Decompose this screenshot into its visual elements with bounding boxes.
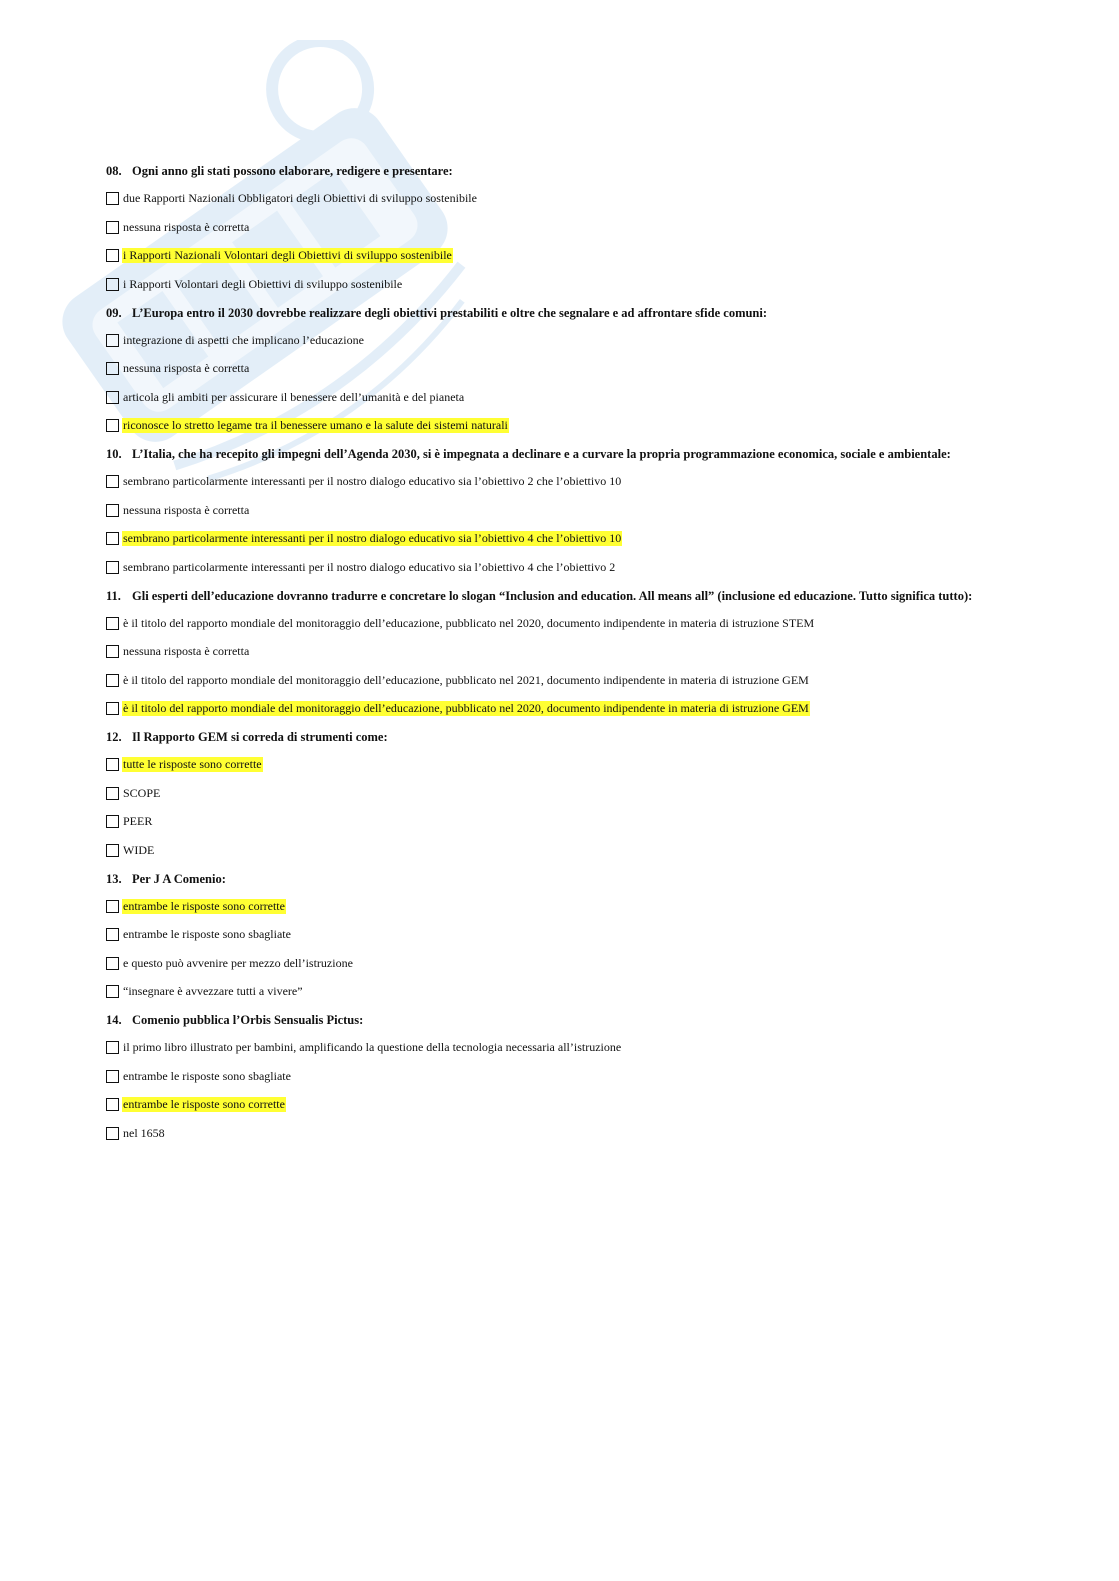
- answer-option[interactable]: [106, 615, 1066, 632]
- answer-option[interactable]: [106, 955, 1066, 972]
- answer-option[interactable]: [106, 360, 1066, 377]
- answer-checkbox[interactable]: [106, 278, 119, 291]
- answer-label: PEER: [123, 814, 153, 828]
- answer-option[interactable]: [106, 1096, 1066, 1113]
- answer-option[interactable]: [106, 842, 1066, 859]
- question-title: [106, 1012, 1066, 1028]
- answer-option[interactable]: [106, 1039, 1066, 1056]
- answer-label: nessuna risposta è corretta: [123, 361, 250, 375]
- answer-label: entrambe le risposte sono sbagliate: [123, 1068, 291, 1083]
- answer-checkbox[interactable]: [106, 702, 119, 715]
- answer-checkbox[interactable]: [106, 504, 119, 517]
- answer-option[interactable]: [106, 926, 1066, 943]
- question-number: 08.: [106, 164, 122, 178]
- answer-option[interactable]: [106, 276, 1066, 293]
- answer-label: SCOPE: [123, 785, 161, 800]
- answer-checkbox[interactable]: [106, 192, 119, 205]
- question-title: [106, 871, 1066, 887]
- answer-label-highlighted: è il titolo del rapporto mondiale del monitoraggio dell’educazione, pubblicato nel 2020, documento indipendente in materia di istruzione GEM: [123, 701, 809, 715]
- answer-label: i Rapporti Volontari degli Obiettivi di sviluppo sostenibile: [123, 276, 403, 291]
- answer-option[interactable]: [106, 1068, 1066, 1085]
- answer-label: è il titolo del rapporto mondiale del monitoraggio dell’educazione, pubblicato nel 2021, documento indipendente in materia di istruzione GEM: [123, 672, 809, 687]
- answer-checkbox[interactable]: [106, 900, 119, 913]
- answer-checkbox[interactable]: [106, 617, 119, 630]
- question-block: [106, 446, 1066, 576]
- question-text: Comenio pubblica l’Orbis Sensualis Pictus:: [132, 1013, 364, 1027]
- question-block: [106, 1012, 1066, 1142]
- answer-label-highlighted: riconosce lo stretto legame tra il benessere umano e la salute dei sistemi naturali: [123, 418, 508, 432]
- answer-option[interactable]: [106, 983, 1066, 1000]
- question-title: [106, 163, 1066, 179]
- answer-option[interactable]: [106, 417, 1066, 434]
- quiz-content: [106, 163, 1066, 1154]
- answer-checkbox[interactable]: [106, 391, 119, 404]
- answer-option[interactable]: [106, 219, 1066, 236]
- answer-option[interactable]: [106, 756, 1066, 773]
- answer-checkbox[interactable]: [106, 758, 119, 771]
- answer-checkbox[interactable]: [106, 249, 119, 262]
- answer-checkbox[interactable]: [106, 985, 119, 998]
- question-block: [106, 163, 1066, 293]
- answer-option[interactable]: [106, 1125, 1066, 1142]
- answer-label: “insegnare è avvezzare tutti a vivere”: [123, 984, 303, 998]
- answer-option[interactable]: [106, 389, 1066, 406]
- answer-label: sembrano particolarmente interessanti per il nostro dialogo educativo sia l’obiettivo 4 che l’obiettivo 2: [123, 559, 616, 574]
- answer-label: integrazione di aspetti che implicano l’educazione: [123, 332, 364, 347]
- answer-label: è il titolo del rapporto mondiale del monitoraggio dell’educazione, pubblicato nel 2020, documento indipendente in materia di istruzione STEM: [123, 615, 815, 630]
- answer-label-highlighted: sembrano particolarmente interessanti per il nostro dialogo educativo sia l’obiettivo 4 che l’obiettivo 10: [123, 531, 622, 545]
- answer-label: e questo può avvenire per mezzo dell’istruzione: [123, 955, 353, 970]
- answer-label: nessuna risposta è corretta: [123, 644, 250, 658]
- answer-option[interactable]: [106, 190, 1066, 207]
- question-title: [106, 446, 1066, 462]
- answer-label-highlighted: entrambe le risposte sono corrette: [123, 1097, 285, 1111]
- answer-option[interactable]: [106, 247, 1066, 264]
- answer-checkbox[interactable]: [106, 561, 119, 574]
- answer-label-highlighted: i Rapporti Nazionali Volontari degli Obiettivi di sviluppo sostenibile: [123, 248, 452, 262]
- answer-label: nessuna risposta è corretta: [123, 219, 250, 234]
- question-text: L’Italia, che ha recepito gli impegni dell’Agenda 2030, si è impegnata a declinare e a curvare la propria programmazione economica, sociale e ambientale:: [132, 447, 951, 461]
- answer-label: il primo libro illustrato per bambini, amplificando la questione della tecnologia necessaria all’istruzione: [123, 1040, 622, 1054]
- question-title: [106, 305, 1066, 321]
- answer-label: articola gli ambiti per assicurare il benessere dell’umanità e del pianeta: [123, 389, 465, 404]
- question-title: [106, 729, 1066, 745]
- answer-checkbox[interactable]: [106, 1098, 119, 1111]
- question-number: 11.: [106, 588, 121, 603]
- answer-label: due Rapporti Nazionali Obbligatori degli Obiettivi di sviluppo sostenibile: [123, 191, 477, 205]
- answer-label: entrambe le risposte sono sbagliate: [123, 927, 291, 941]
- question-number: 10.: [106, 447, 122, 461]
- answer-checkbox[interactable]: [106, 1041, 119, 1054]
- answer-checkbox[interactable]: [106, 1127, 119, 1140]
- answer-option[interactable]: [106, 672, 1066, 689]
- answer-label: nessuna risposta è corretta: [123, 502, 250, 517]
- answer-label-highlighted: tutte le risposte sono corrette: [123, 757, 262, 771]
- question-text: Per J A Comenio:: [132, 871, 226, 886]
- answer-checkbox[interactable]: [106, 334, 119, 347]
- answer-checkbox[interactable]: [106, 532, 119, 545]
- question-text: Ogni anno gli stati possono elaborare, redigere e presentare:: [132, 164, 453, 178]
- answer-option[interactable]: [106, 813, 1066, 830]
- question-number: 14.: [106, 1013, 122, 1027]
- answer-checkbox[interactable]: [106, 419, 119, 432]
- question-text: Il Rapporto GEM si correda di strumenti come:: [132, 730, 388, 744]
- answer-checkbox[interactable]: [106, 362, 119, 375]
- answer-option[interactable]: [106, 332, 1066, 349]
- question-text: L’Europa entro il 2030 dovrebbe realizzare degli obiettivi prestabiliti e oltre che segnalare e ad affrontare sfide comuni:: [132, 305, 768, 320]
- answer-option[interactable]: [106, 530, 1066, 547]
- answer-option[interactable]: [106, 473, 1066, 490]
- answer-checkbox[interactable]: [106, 1070, 119, 1083]
- answer-checkbox[interactable]: [106, 674, 119, 687]
- answer-option[interactable]: [106, 502, 1066, 519]
- answer-label: sembrano particolarmente interessanti per il nostro dialogo educativo sia l’obiettivo 2 che l’obiettivo 10: [123, 474, 622, 488]
- answer-option[interactable]: [106, 785, 1066, 802]
- question-number: 09.: [106, 305, 122, 320]
- answer-checkbox[interactable]: [106, 645, 119, 658]
- answer-checkbox[interactable]: [106, 221, 119, 234]
- answer-checkbox[interactable]: [106, 957, 119, 970]
- answer-label: WIDE: [123, 842, 155, 857]
- answer-label-highlighted: entrambe le risposte sono corrette: [123, 898, 285, 913]
- answer-option[interactable]: [106, 643, 1066, 660]
- question-block: [106, 871, 1066, 1001]
- answer-option[interactable]: [106, 559, 1066, 576]
- answer-option[interactable]: [106, 700, 1066, 717]
- answer-checkbox[interactable]: [106, 844, 119, 857]
- answer-checkbox[interactable]: [106, 815, 119, 828]
- question-number: 12.: [106, 730, 122, 744]
- answer-option[interactable]: [106, 898, 1066, 915]
- answer-label: nel 1658: [123, 1125, 165, 1140]
- answer-checkbox[interactable]: [106, 928, 119, 941]
- question-block: [106, 729, 1066, 859]
- question-block: [106, 588, 1066, 718]
- question-block: [106, 305, 1066, 435]
- question-text: Gli esperti dell’educazione dovranno tradurre e concretare lo slogan “Inclusion and education. All means all” (inclusione ed educazione. Tutto significa tutto):: [132, 588, 973, 603]
- answer-checkbox[interactable]: [106, 475, 119, 488]
- question-number: 13.: [106, 871, 122, 886]
- answer-checkbox[interactable]: [106, 787, 119, 800]
- question-title: [106, 588, 1066, 604]
